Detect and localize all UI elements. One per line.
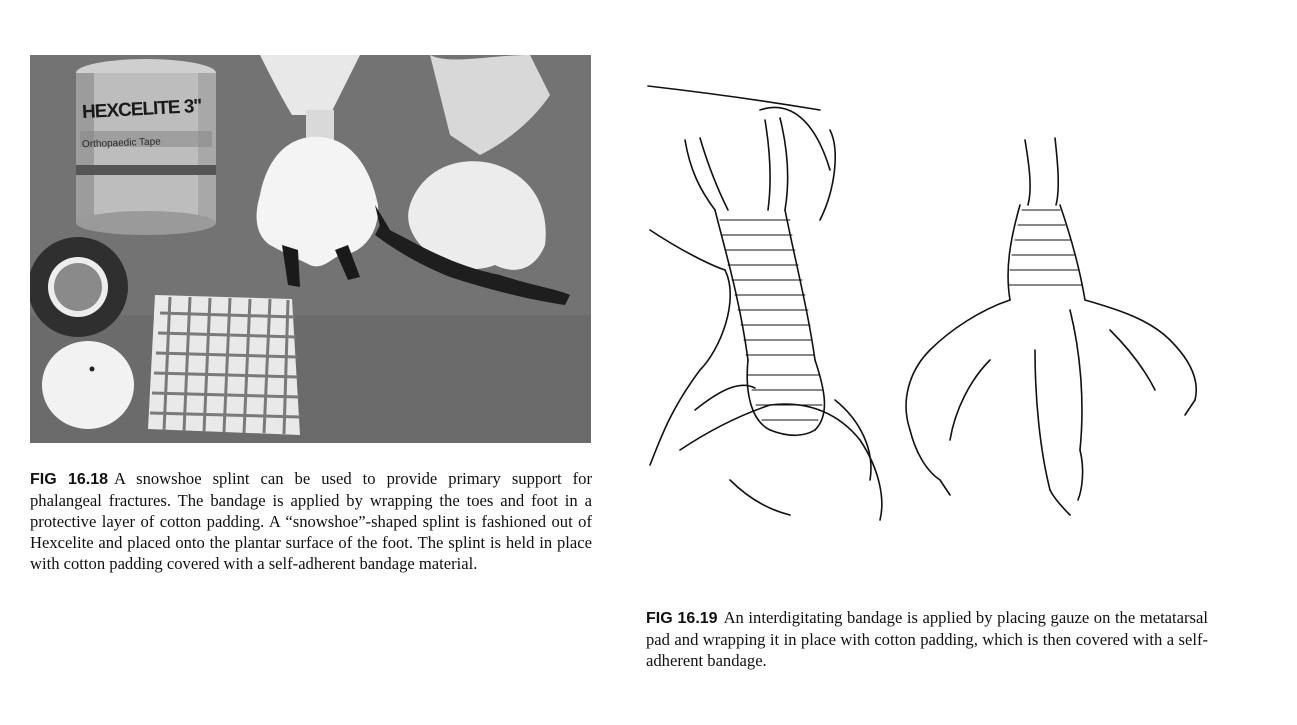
figure-16-19-drawing xyxy=(640,70,1240,585)
hexcelite-mesh-sheet xyxy=(148,295,300,435)
cotton-pad xyxy=(42,341,134,429)
bandage-roll xyxy=(30,237,128,337)
caption-text: An interdigitating bandage is applied by placing gauze on the metatarsal pad and wrapping it in place with cotton padding, which is then covered with a self-adherent bandage. xyxy=(646,608,1208,670)
tube-subtitle-label: Orthopaedic Tape xyxy=(81,136,161,151)
right-foot-bandaged xyxy=(906,138,1196,515)
figure-number: FIG 16.18 xyxy=(30,471,109,488)
figure-16-19-caption xyxy=(646,607,1208,671)
figure-number: FIG 16.19 xyxy=(646,610,718,627)
tube-brand-label: HEXCELITE 3" xyxy=(81,95,202,124)
hands-applying-bandage xyxy=(648,86,882,520)
figure-16-18-caption xyxy=(30,468,592,574)
caption-text: A snowshoe splint can be used to provide primary support for phalangeal fractures. The bandage is applied by wrapping the toes and foot in a protective layer of cotton padding. A “snowshoe”-shaped splint is fashioned out of Hexcelite and placed onto the plantar surface of the foot. The splint is held in place with cotton padding covered with a self-adherent bandage material. xyxy=(30,469,592,573)
figure-16-18-photo xyxy=(30,55,591,443)
